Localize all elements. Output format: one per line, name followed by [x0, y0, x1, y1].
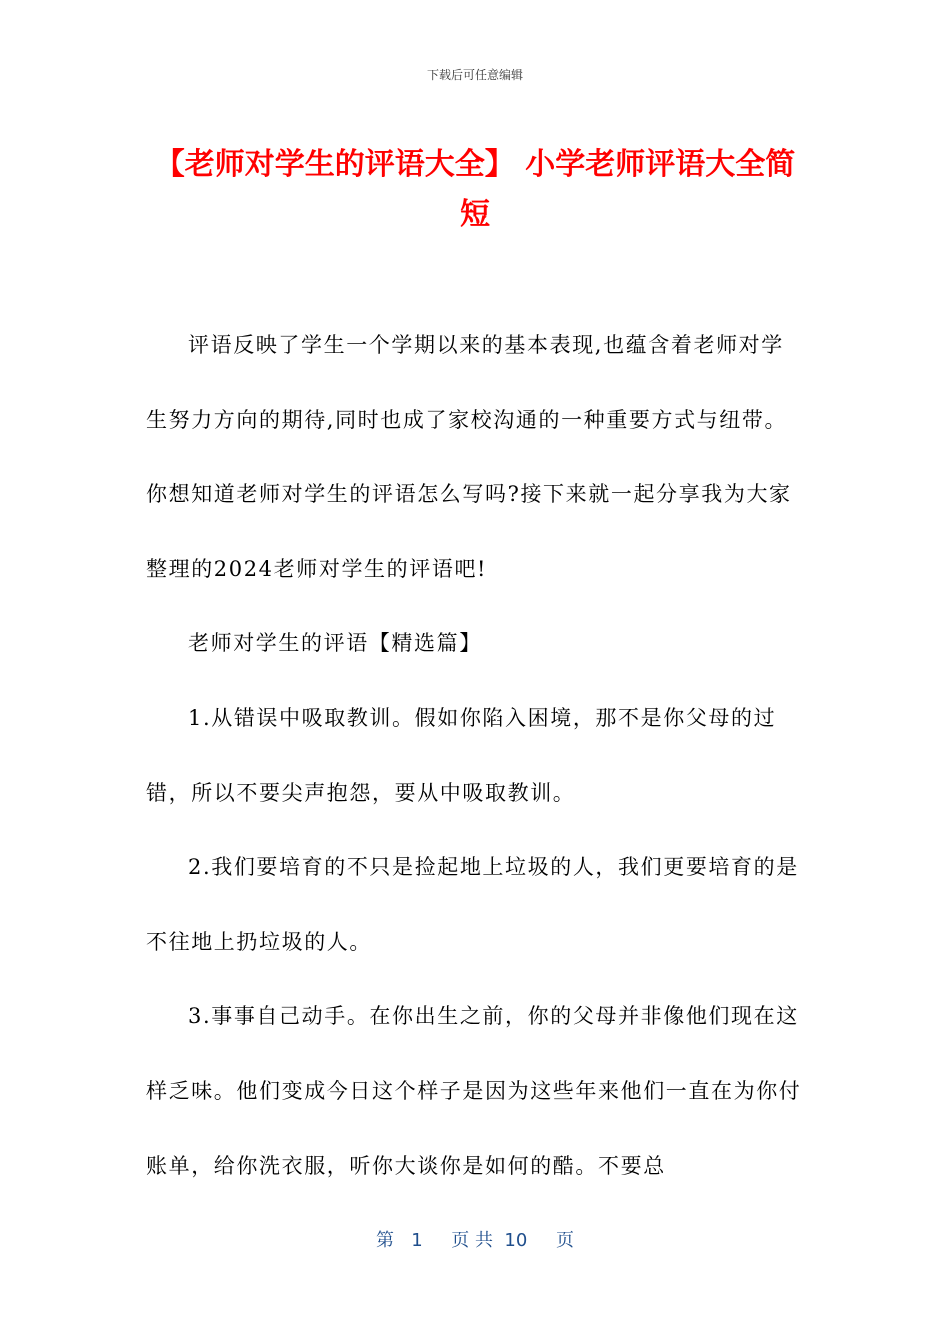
list-item: 3.事事自己动手。在你出生之前，你的父母并非像他们现在这样乏味。他们变成今日这个样子是因为这些年来他们一直在为你付账单，给你洗衣服，听你大谈你是如何的酷。不要总 — [146, 1004, 802, 1178]
document-title: 【老师对学生的评语大全】 小学老师评语大全简短 — [154, 147, 796, 232]
list-item: 2.我们要培育的不只是捡起地上垃圾的人，我们更要培育的是不往地上扔垃圾的人。 — [146, 855, 799, 954]
page-number-footer: 第 1 页 共 10 页 — [376, 1230, 574, 1251]
intro-paragraph: 评语反映了学生一个学期以来的基本表现,也蕴含着老师对学生努力方向的期待,同时也成了家校沟通的一种重要方式与纽带。你想知道老师对学生的评语怎么写吗?接下来就一起分享我为大家整理的2024老师对学生的评语吧! — [146, 333, 792, 581]
document-body — [146, 308, 802, 1203]
header-note: 下载后可任意编辑 — [426, 68, 523, 82]
list-item: 1.从错误中吸取教训。假如你陷入困境，那不是你父母的过错，所以不要尖声抱怨，要从中吸取教训。 — [146, 705, 777, 805]
section-heading: 老师对学生的评语【精选篇】 — [188, 631, 482, 656]
